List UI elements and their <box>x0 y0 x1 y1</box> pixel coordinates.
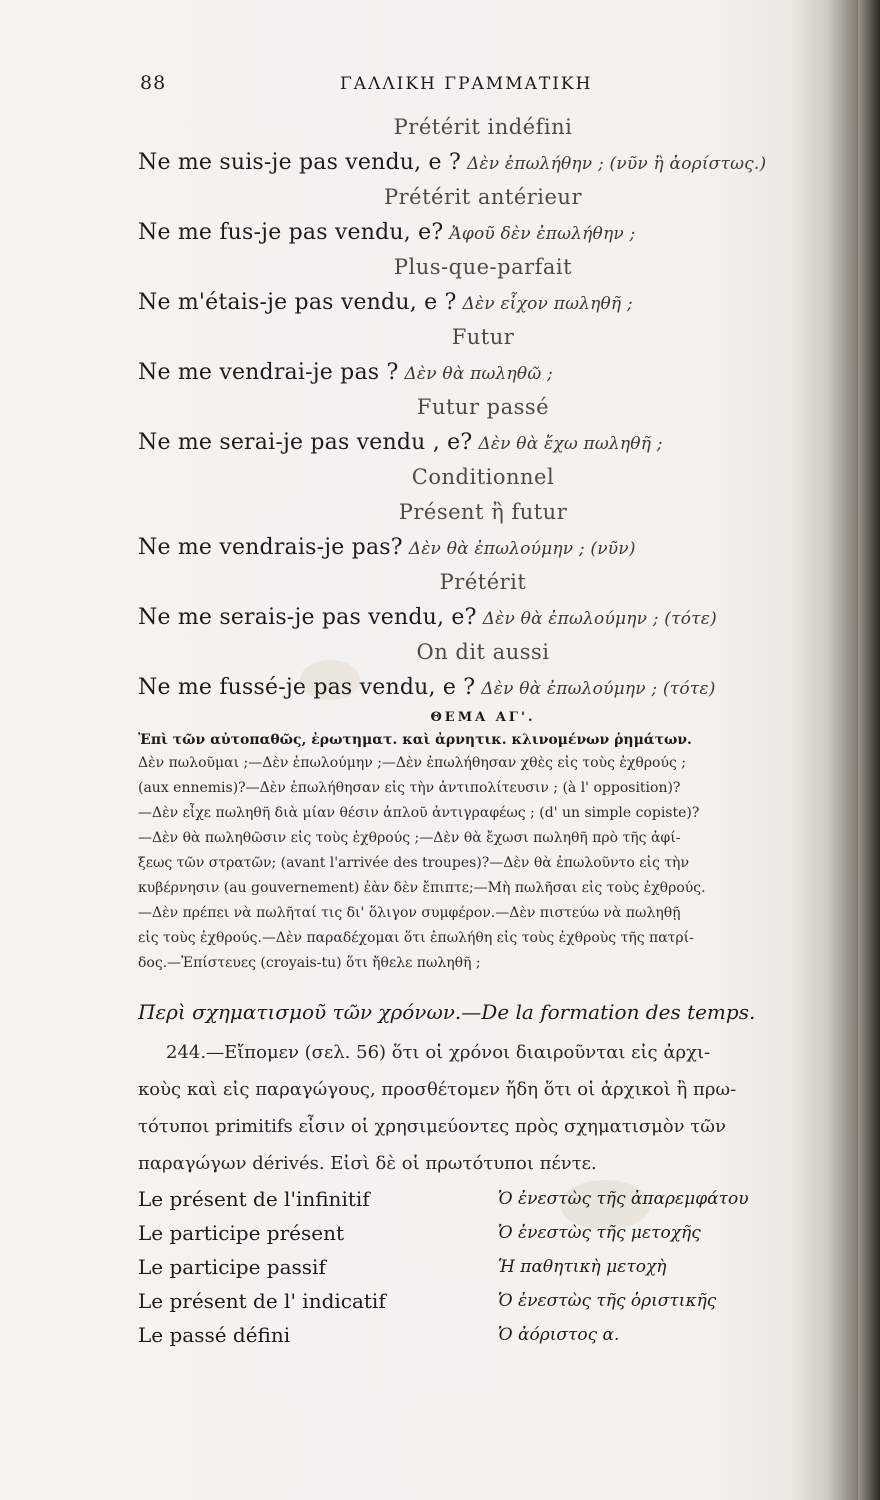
french-form: Ne me serais-je pas vendu, e? <box>138 605 477 630</box>
paragraph-line: τότυποι primitifs εἶσιν οἱ χρησιμεύοντες πρὸς σχηματισμὸν τῶν <box>138 1116 726 1137</box>
tense-greek: Ὁ ἐνεστὼς τῆς ὁριστικῆς <box>498 1291 717 1311</box>
conjugation-line <box>138 600 828 635</box>
exercise-line: —Δὲν πρέπει νὰ πωλῆταί τις δι' ὅλιγον συμφέρον.—Δὲν πιστεύω νὰ πωληθῇ <box>138 905 681 921</box>
greek-translation: Δὲν θὰ πωληθῶ ; <box>404 364 553 384</box>
tense-heading: Prétérit <box>439 570 527 594</box>
french-form: Ne me fussé-je pas vendu, e ? <box>138 675 476 700</box>
conjugation-line <box>138 285 828 320</box>
tense-greek: Ὁ ἐνεστὼς τῆς ἀπαρεμφάτου <box>498 1189 749 1209</box>
tense-greek: Ἡ παθητικὴ μετοχὴ <box>498 1257 667 1277</box>
page-edge <box>858 0 880 1500</box>
greek-translation: Δὲν ἐπωλήθην ; (νῦν ἢ ἀορίστως.) <box>466 154 767 174</box>
greek-translation: Δὲν θὰ ἔχω πωληθῆ ; <box>478 434 663 454</box>
french-form: Ne me suis-je pas vendu, e ? <box>138 150 461 175</box>
tense-greek: Ὁ ἀόριστος α. <box>498 1325 620 1345</box>
tense-french: Le passé défini <box>138 1323 291 1347</box>
page-number: 88 <box>140 72 167 94</box>
exercise-line: δος.—Ἐπίστευες (croyais-tu) ὅτι ἤθελε πωληθῆ ; <box>138 955 481 971</box>
greek-translation: Δὲν θὰ ἐπωλούμην ; (τότε) <box>482 609 717 629</box>
conjugation-line <box>138 530 828 565</box>
conjugation-block <box>138 110 828 705</box>
french-form: Ne me vendrai-je pas ? <box>138 360 399 385</box>
french-form: Ne me vendrais-je pas? <box>138 535 403 560</box>
tense-french: Le présent de l' indicatif <box>138 1289 386 1313</box>
section-paragraph <box>138 1034 828 1182</box>
theme-title: ΘΕΜΑ ΑΓ'. <box>430 710 536 725</box>
tense-heading: Plus-que-parfait <box>393 255 573 279</box>
french-form: Ne m'étais-je pas vendu, e ? <box>138 290 457 315</box>
conjugation-line <box>138 145 828 180</box>
exercise-line: εἰς τοὺς ἐχθρούς.—Δὲν παραδέχομαι ὅτι ἐπωλήθη εἰς τοὺς ἐχθροὺς τῆς πατρί- <box>138 930 694 946</box>
tense-heading: Futur passé <box>416 395 550 419</box>
tense-greek: Ὁ ἐνεστὼς τῆς μετοχῆς <box>498 1223 701 1243</box>
running-head <box>140 72 820 98</box>
conjugation-line <box>138 670 828 705</box>
tense-heading: Prétérit indéfini <box>393 115 573 139</box>
exercise-line: —Δὲν εἶχε πωληθῆ διὰ μίαν θέσιν ἁπλοῦ ἀντιγραφέως ; (d' un simple copiste)? <box>138 805 700 821</box>
tense-heading: Présent ἢ futur <box>398 500 568 524</box>
primitive-tenses-list <box>138 1182 828 1352</box>
exercise-line: ξεως τῶν στρατῶν; (avant l'arrivée des troupes)?—Δὲν θὰ ἐπωλοῦντο εἰς τὴν <box>138 855 689 871</box>
greek-translation: Δὲν θὰ ἐπωλούμην ; (νῦν) <box>408 539 636 559</box>
exercise-line: —Δὲν θὰ πωληθῶσιν εἰς τοὺς ἐχθρούς ;—Δὲν θὰ ἔχωσι πωληθῆ πρὸ τῆς ἀφί- <box>138 830 681 846</box>
greek-translation: Ἀφοῦ δὲν ἐπωλήθην ; <box>449 224 636 244</box>
tense-row <box>138 1216 828 1250</box>
tense-heading: Conditionnel <box>411 465 555 489</box>
section-title: Περὶ σχηματισμοῦ τῶν χρόνων.—De la formation des temps. <box>138 1000 756 1024</box>
paragraph-line: παραγώγων dérivés. Εἰσὶ δὲ οἱ πρωτότυποι πέντε. <box>138 1153 597 1174</box>
conjugation-line <box>138 355 828 390</box>
page-content <box>138 110 828 1352</box>
tense-row <box>138 1318 828 1352</box>
paragraph-line: κοὺς καὶ εἰς παραγώγους, προσθέτομεν ἤδη ὅτι οἱ ἀρχικοὶ ἢ πρω- <box>138 1079 737 1100</box>
tense-french: Le présent de l'infinitif <box>138 1187 370 1211</box>
book-title: ΓΑΛΛΙΚΗ ΓΡΑΜΜΑΤΙΚΗ <box>340 74 593 94</box>
exercise-heading: Ἐπὶ τῶν αὐτοπαθῶς, ἐρωτηματ. καὶ ἀρνητικ. κλινομένων ῥημάτων. <box>138 732 692 748</box>
exercise-line: Δὲν πωλοῦμαι ;—Δὲν ἐπωλούμην ;—Δὲν ἐπωλήθησαν χθὲς εἰς τοὺς ἐχθρούς ; <box>138 755 687 771</box>
paragraph-line: 244.—Εἴπομεν (σελ. 56) ὅτι οἱ χρόνοι διαιροῦνται εἰς ἀρχι- <box>166 1042 711 1063</box>
tense-french: Le participe passif <box>138 1255 326 1279</box>
tense-heading: Futur <box>451 325 515 349</box>
french-form: Ne me fus-je pas vendu, e? <box>138 220 444 245</box>
greek-translation: Δὲν εἶχον πωληθῆ ; <box>462 294 633 314</box>
conjugation-line <box>138 425 828 460</box>
tense-row <box>138 1284 828 1318</box>
exercise-line: (aux ennemis)?—Δὲν ἐπωλήθησαν εἰς τὴν ἀντιπολίτευσιν ; (à l' opposition)? <box>138 780 681 796</box>
exercise-text <box>138 751 828 976</box>
tense-heading: Prétérit antérieur <box>384 185 582 209</box>
tense-heading: On dit aussi <box>416 640 550 664</box>
tense-row <box>138 1182 828 1216</box>
french-form: Ne me serai-je pas vendu , e? <box>138 430 473 455</box>
exercise-line: κυβέρνησιν (au gouvernement) ἐὰν δὲν ἔπιπτε;—Μὴ πωλῆσαι εἰς τοὺς ἐχθρούς. <box>138 880 706 896</box>
tense-row <box>138 1250 828 1284</box>
greek-translation: Δὲν θὰ ἐπωλούμην ; (τότε) <box>481 679 716 699</box>
conjugation-line <box>138 215 828 250</box>
tense-french: Le participe présent <box>138 1221 345 1245</box>
